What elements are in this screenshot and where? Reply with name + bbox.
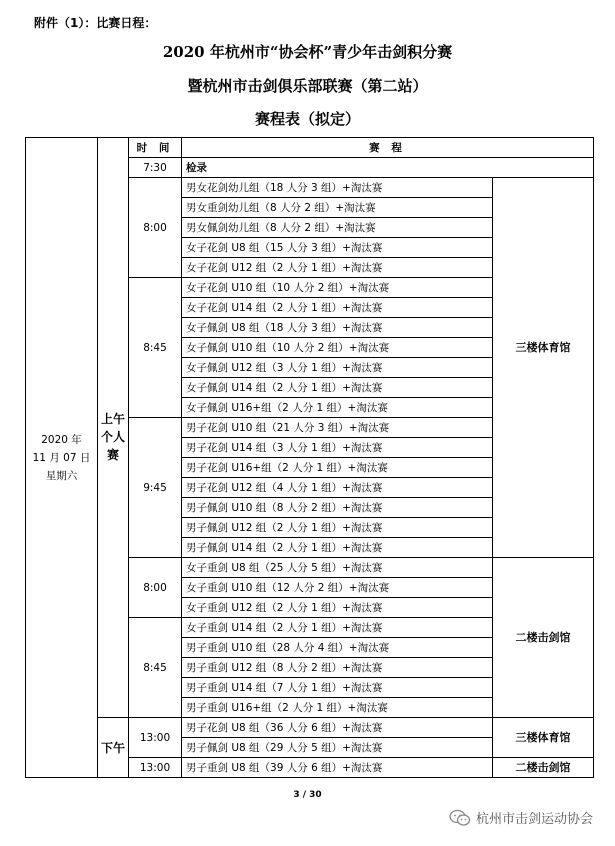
event-cell: 女子重剑 U8 组（25 人分 5 组）+淘汰赛 (182, 558, 493, 578)
date-weekday: 星期六 (45, 469, 78, 482)
event-cell: 男子佩剑 U10 组（8 人分 2 组）+淘汰赛 (182, 498, 493, 518)
event-cell: 女子重剑 U14 组（2 人分 1 组）+淘汰赛 (182, 618, 493, 638)
venue-fencing-2f-pm: 二楼击剑馆 (493, 758, 594, 778)
header-blank (98, 138, 129, 158)
event-cell: 女子佩剑 U12 组（3 人分 1 组）+淘汰赛 (182, 358, 493, 378)
event-cell: 女子重剑 U10 组（12 人分 2 组）+淘汰赛 (182, 578, 493, 598)
event-cell: 女子花剑 U10 组（10 人分 2 组）+淘汰赛 (182, 278, 493, 298)
period-afternoon: 下午 (98, 718, 129, 778)
slot-time: 13:00 (129, 758, 182, 778)
date-year: 2020 年 (41, 433, 82, 446)
checkin-row (26, 158, 594, 178)
event-cell: 女子花剑 U8 组（15 人分 3 组）+淘汰赛 (182, 238, 493, 258)
event-cell: 女子花剑 U14 组（2 人分 1 组）+淘汰赛 (182, 298, 493, 318)
venue-gym-3f: 三楼体育馆 (493, 278, 594, 418)
event-cell: 男子重剑 U12 组（8 人分 2 组）+淘汰赛 (182, 658, 493, 678)
title-line-2: 暨杭州市击剑俱乐部联赛（第二站） (187, 77, 428, 95)
event-cell: 男女重剑幼儿组（8 人分 2 组）+淘汰赛 (182, 198, 493, 218)
slot-time: 13:00 (129, 718, 182, 758)
period-morning-individual (98, 158, 129, 718)
event-cell: 男子重剑 U14 组（7 人分 1 组）+淘汰赛 (182, 678, 493, 698)
event-cell: 男子重剑 U16+组（2 人分 1 组）+淘汰赛 (182, 698, 493, 718)
event-cell: 男子花剑 U8 组（36 人分 6 组）+淘汰赛 (182, 718, 493, 738)
period-individual-label: 个人赛 (100, 430, 125, 463)
header-events: 赛 程 (182, 138, 594, 158)
slot-time: 8:45 (129, 618, 182, 718)
title-line-1: 2020 年杭州市“协会杯”青少年击剑积分赛 (162, 43, 453, 61)
wechat-icon (449, 809, 471, 827)
watermark (449, 808, 593, 827)
event-cell: 女子佩剑 U14 组（2 人分 1 组）+淘汰赛 (182, 378, 493, 398)
event-cell: 男女佩剑幼儿组（8 人分 2 组）+淘汰赛 (182, 218, 493, 238)
event-cell: 男子重剑 U10 组（28 人分 4 组）+淘汰赛 (182, 638, 493, 658)
event-cell: 男子佩剑 U8 组（29 人分 5 组）+淘汰赛 (182, 738, 493, 758)
event-cell: 女子佩剑 U16+组（2 人分 1 组）+淘汰赛 (182, 398, 493, 418)
venue-gym-3f-pm: 三楼体育馆 (493, 718, 594, 758)
event-cell: 男女花剑幼儿组（18 人分 3 组）+淘汰赛 (182, 178, 493, 198)
event-cell: 女子佩剑 U8 组（18 人分 3 组）+淘汰赛 (182, 318, 493, 338)
venue-blank (493, 178, 594, 278)
header-row (26, 138, 594, 158)
event-cell: 男子重剑 U8 组（39 人分 6 组）+淘汰赛 (182, 758, 493, 778)
page-number: 3 / 30 (293, 790, 322, 800)
period-morning-label: 上午 (100, 412, 125, 427)
venue-blank (493, 418, 594, 558)
event-cell: 女子佩剑 U10 组（10 人分 2 组）+淘汰赛 (182, 338, 493, 358)
venue-fencing-2f: 二楼击剑馆 (493, 558, 594, 718)
event-cell: 女子花剑 U12 组（2 人分 1 组）+淘汰赛 (182, 258, 493, 278)
slot-time: 8:45 (129, 278, 182, 418)
title-line-3: 赛程表（拟定） (254, 110, 360, 128)
event-cell: 女子重剑 U12 组（2 人分 1 组）+淘汰赛 (182, 598, 493, 618)
event-cell: 男子佩剑 U14 组（2 人分 1 组）+淘汰赛 (182, 538, 493, 558)
schedule-table (25, 137, 594, 778)
table-row (26, 718, 594, 738)
event-cell: 男子佩剑 U12 组（2 人分 1 组）+淘汰赛 (182, 518, 493, 538)
checkin-label: 检录 (182, 158, 594, 178)
event-cell: 男子花剑 U16+组（2 人分 1 组）+淘汰赛 (182, 458, 493, 478)
slot-time: 8:00 (129, 178, 182, 278)
slot-time: 9:45 (129, 418, 182, 558)
watermark-text: 杭州市击剑运动协会 (475, 812, 593, 827)
event-cell: 男子花剑 U10 组（21 人分 3 组）+淘汰赛 (182, 418, 493, 438)
header-time: 时 间 (129, 138, 182, 158)
date-cell (26, 138, 98, 778)
slot-time: 8:00 (129, 558, 182, 618)
event-cell: 男子花剑 U14 组（3 人分 1 组）+淘汰赛 (182, 438, 493, 458)
date-day: 11 月 07 日 (32, 451, 91, 464)
event-cell: 男子花剑 U12 组（4 人分 1 组）+淘汰赛 (182, 478, 493, 498)
annex-label: 附件（1）：比赛日程： (34, 16, 157, 30)
checkin-time: 7:30 (129, 158, 182, 178)
